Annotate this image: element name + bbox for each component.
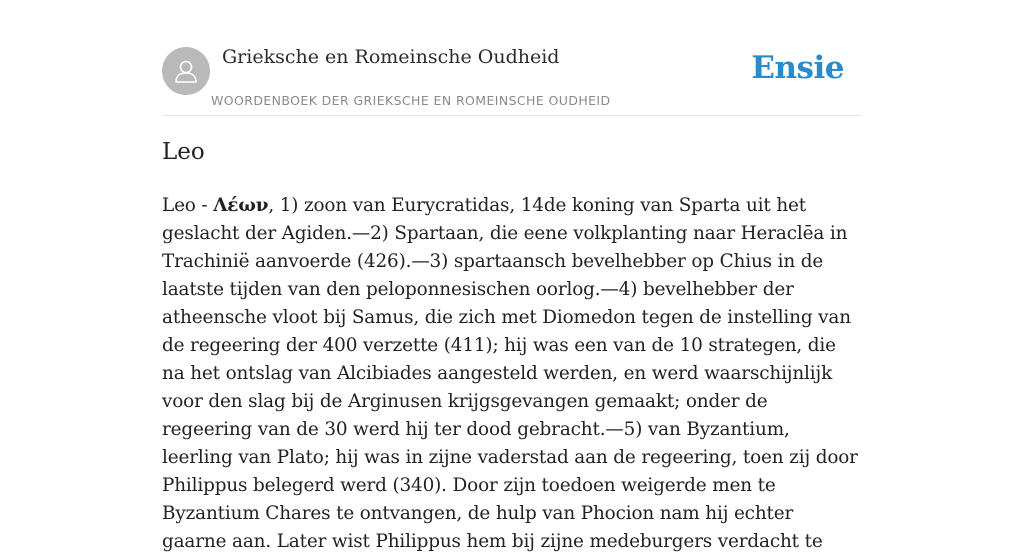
user-icon [171,56,201,86]
entry-body [162,192,862,556]
header [162,0,862,116]
page [162,0,862,552]
avatar[interactable] [162,47,210,95]
entry-greek-term: Λέων [213,195,269,216]
entry-lemma: Leo - [162,195,214,216]
source-title-link[interactable]: Grieksche en Romeinsche Oudheid [222,46,560,68]
ensie-logo[interactable]: Ensie [751,50,844,86]
entry-text: , 1) zoon van Eurycratidas, 14de koning van Sparta uit het geslacht der Agiden.—2) Spartaan, die eene volkplanting naar Heraclēa in Trachinië aanvoerde (426).—3) spartaansch bevelhebber op Chius in de laatste tijden van den peloponnesischen oorlog.—4) bevelhebber der atheensche vloot bij Samus, die zich met Diomedon tegen de instelling van de regeering der 400 verzette (411); hij was een van de 10 strategen, die na het ontslag van Alcibiades aangesteld werden, en werd waarschijnlijk voor den slag bij de Arginusen krijgsgevangen gemaakt; onder de regeering van de 30 werd hij ter dood gebracht.—5) van Byzantium, leerling van Plato; hij was in zijne vaderstad aan de regeering, toen zij door Philippus belegerd werd (340). Door zijn toedoen weigerde men te Byzantium Chares te ontvangen, de hulp van Phocion nam hij echter gaarne aan. Later wist Philippus hem bij zijne medeburgers verdacht te [162,195,858,552]
entry-title: Leo [162,139,205,165]
source-subtitle: WOORDENBOEK DER GRIEKSCHE EN ROMEINSCHE OUDHEID [211,93,611,108]
